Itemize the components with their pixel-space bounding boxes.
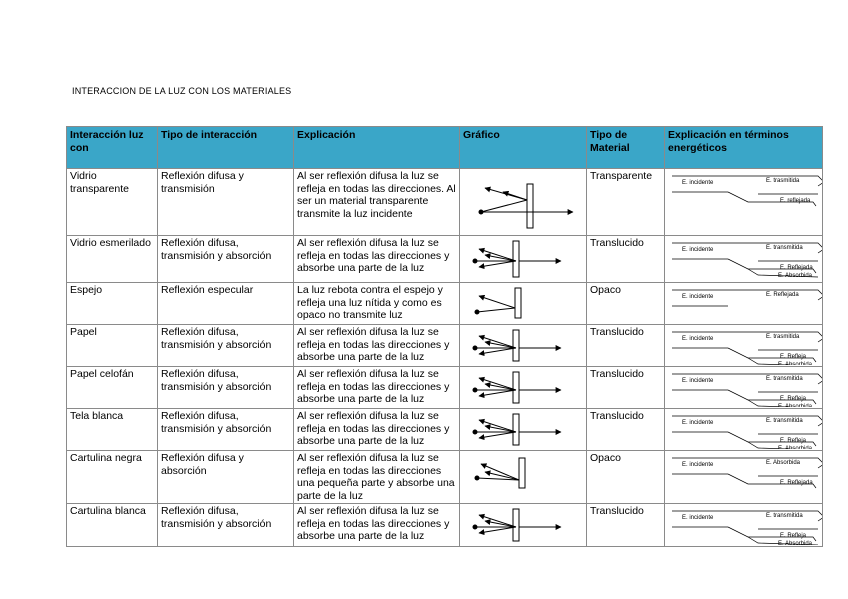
material-name: Cartulina blanca [67, 504, 158, 547]
interaction-type: Reflexión difusa y absorción [158, 451, 294, 504]
energy-flow-diagram [668, 237, 823, 281]
energy-flow-diagram [668, 368, 823, 407]
energy-mid-label: E. Reflejada [780, 480, 813, 486]
material-slab [513, 241, 519, 277]
energy-top-label: E. Reflejada [766, 292, 799, 298]
energy-top-label: E. trasmitida [766, 178, 800, 184]
material-name: Vidrio esmerilado [67, 236, 158, 283]
energy-low-label: E. Absorbida [778, 541, 813, 545]
materials-table [66, 126, 823, 547]
material-slab [513, 372, 519, 403]
material-slab [513, 414, 519, 445]
graphic-cell [460, 236, 587, 283]
material-slab [515, 288, 521, 318]
material-slab [513, 509, 519, 541]
energy-cell [665, 169, 823, 236]
energy-cell [665, 409, 823, 451]
header-cell: Tipo de Material [587, 127, 665, 169]
energy-incident-label: E. incidente [682, 294, 714, 300]
header-cell: Explicación [294, 127, 460, 169]
material-type: Translucido [587, 409, 665, 451]
graphic-cell [460, 451, 587, 504]
energy-flow-diagram [668, 326, 823, 365]
energy-top-label: E. trasmitida [766, 334, 800, 340]
ray-diagram [463, 170, 587, 234]
header-cell: Interacción luz con [67, 127, 158, 169]
table-row [67, 169, 823, 236]
table-row [67, 325, 823, 367]
header-cell: Tipo de interacción [158, 127, 294, 169]
energy-mid-label: E. Refleja [780, 438, 807, 444]
energy-incident-label: E. incidente [682, 515, 714, 521]
reflected-ray [479, 378, 516, 390]
energy-flow-diagram [668, 505, 823, 545]
graphic-cell [460, 169, 587, 236]
reflected-ray [503, 192, 527, 200]
energy-mid-label: E. Refleja [780, 533, 807, 539]
material-name: Papel celofán [67, 367, 158, 409]
material-slab [519, 458, 525, 488]
ray-diagram [463, 237, 587, 281]
ray-diagram [463, 368, 587, 407]
reflected-ray [479, 261, 516, 267]
reflected-ray [479, 527, 516, 533]
ray-diagram [463, 410, 587, 449]
graphic-cell [460, 409, 587, 451]
table-row [67, 409, 823, 451]
energy-top-label: E. transmitida [766, 513, 803, 519]
energy-cell [665, 236, 823, 283]
reflected-ray [479, 348, 516, 354]
material-name: Tela blanca [67, 409, 158, 451]
ray-diagram [463, 452, 587, 502]
table-row [67, 236, 823, 283]
reflected-ray [479, 336, 516, 348]
material-type: Translucido [587, 236, 665, 283]
energy-flow-diagram [668, 170, 823, 234]
explanation: Al ser reflexión difusa la luz se refleja en todas las direcciones y absorbe una parte de la luz [294, 409, 460, 451]
energy-incident-label: E. incidente [682, 247, 714, 253]
energy-top-label: E. transmitida [766, 245, 803, 251]
energy-low-label: E. Absorbida [778, 404, 813, 407]
energy-incident-label: E. incidente [682, 378, 714, 384]
energy-cell [665, 504, 823, 547]
energy-incident-label: E. incidente [682, 180, 714, 186]
graphic-cell [460, 504, 587, 547]
reflected-ray [479, 432, 516, 438]
material-slab [513, 330, 519, 361]
table-row [67, 504, 823, 547]
energy-incident-label: E. incidente [682, 336, 714, 342]
material-type: Translucido [587, 325, 665, 367]
material-type: Translucido [587, 367, 665, 409]
graphic-cell [460, 367, 587, 409]
table-header-row [67, 127, 823, 169]
ray-diagram [463, 505, 587, 545]
explanation: Al ser reflexión difusa la luz se refleja en todas las direcciones y absorbe una parte de la luz [294, 236, 460, 283]
interaction-type: Reflexión difusa, transmisión y absorción [158, 325, 294, 367]
energy-flow-diagram [668, 410, 823, 449]
interaction-type: Reflexión especular [158, 283, 294, 325]
table-row [67, 451, 823, 504]
reflected-ray [479, 390, 516, 396]
header-cell: Explicación en términos energéticos [665, 127, 823, 169]
energy-mid-label: E. Reflejada [780, 265, 813, 271]
energy-low-label: E. Absorbida [778, 446, 813, 449]
material-name: Vidrio transparente [67, 169, 158, 236]
header-cell: Gráfico [460, 127, 587, 169]
material-name: Papel [67, 325, 158, 367]
energy-top-label: E. transmitida [766, 376, 803, 382]
energy-top-label: E. Absorbida [766, 460, 801, 466]
explanation: Al ser reflexión difusa la luz se refleja en todas las direcciones una pequeña parte y absorbe una parte de la luz [294, 451, 460, 504]
explanation: Al ser reflexión difusa la luz se refleja en todas las direcciones y absorbe una parte de la luz [294, 367, 460, 409]
energy-top-label: E. transmitida [766, 418, 803, 424]
material-slab [527, 184, 533, 228]
energy-flow-diagram [668, 452, 823, 502]
interaction-type: Reflexión difusa, transmisión y absorción [158, 504, 294, 547]
document-title: INTERACCION DE LA LUZ CON LOS MATERIALES [72, 86, 292, 96]
reflected-ray [479, 420, 516, 432]
energy-mid-label: E. Refleja [780, 396, 807, 402]
table-row [67, 367, 823, 409]
graphic-cell [460, 325, 587, 367]
ray-diagram [463, 284, 587, 323]
interaction-type: Reflexión difusa, transmisión y absorción [158, 367, 294, 409]
energy-low-label: E. Absorbida [778, 273, 813, 279]
material-name: Cartulina negra [67, 451, 158, 504]
material-name: Espejo [67, 283, 158, 325]
material-type: Opaco [587, 451, 665, 504]
energy-incident-label: E. incidente [682, 420, 714, 426]
material-type: Transparente [587, 169, 665, 236]
graphic-cell [460, 283, 587, 325]
energy-mid-label: E. reflejada [780, 198, 811, 204]
reflected-ray [479, 515, 516, 527]
energy-cell [665, 283, 823, 325]
explanation: La luz rebota contra el espejo y refleja una luz nítida y como es opaco no transmite luz [294, 283, 460, 325]
reflected-ray [479, 296, 515, 308]
interaction-type: Reflexión difusa, transmisión y absorción [158, 236, 294, 283]
energy-flow-diagram [668, 284, 823, 323]
interaction-type: Reflexión difusa y transmisión [158, 169, 294, 236]
material-type: Opaco [587, 283, 665, 325]
explanation: Al ser reflexión difusa la luz se refleja en todas las direcciones y absorbe una parte de la luz [294, 325, 460, 367]
explanation: Al ser reflexión difusa la luz se refleja en todas las direcciones. Al ser un material transparente transmite la luz incidente [294, 169, 460, 236]
energy-cell [665, 451, 823, 504]
material-type: Translucido [587, 504, 665, 547]
interaction-type: Reflexión difusa, transmisión y absorción [158, 409, 294, 451]
table-row [67, 283, 823, 325]
energy-cell [665, 325, 823, 367]
energy-cell [665, 367, 823, 409]
ray-diagram [463, 326, 587, 365]
energy-incident-label: E. incidente [682, 462, 714, 468]
explanation: Al ser reflexión difusa la luz se refleja en todas las direcciones y absorbe una parte de la luz [294, 504, 460, 547]
reflected-ray [479, 249, 516, 261]
energy-low-label: E. Absorbida [778, 362, 813, 365]
energy-mid-label: E. Refleja [780, 354, 807, 360]
